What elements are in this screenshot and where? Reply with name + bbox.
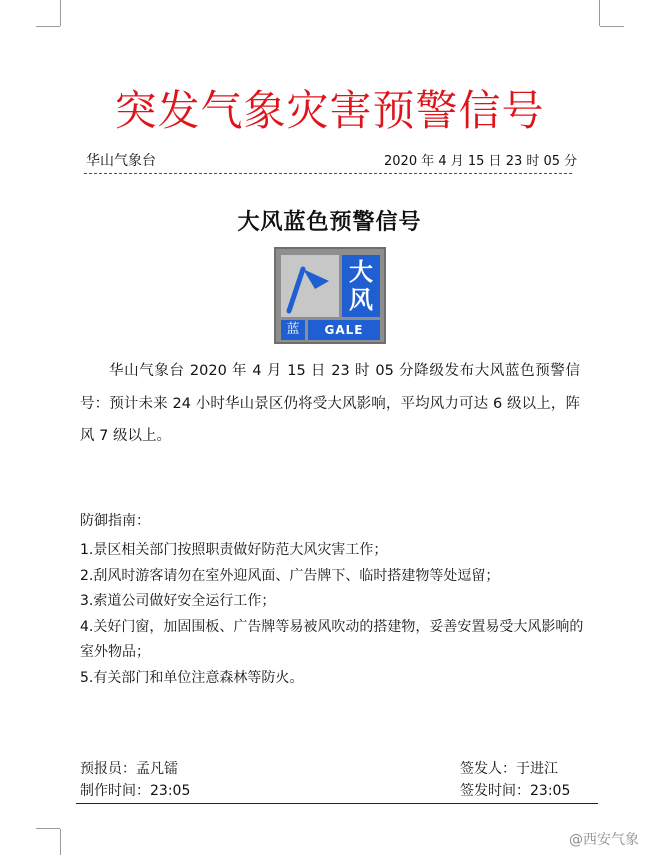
badge-char-top: 大 xyxy=(349,258,373,286)
crop-mark xyxy=(599,0,600,26)
issuer-name: 华山气象台 xyxy=(86,153,156,169)
crop-mark xyxy=(60,0,61,26)
crop-mark xyxy=(36,828,60,829)
warning-title: 大风蓝色预警信号 xyxy=(237,210,422,235)
issued-time: 2020 年 4 月 15 日 23 时 05 分 xyxy=(384,154,578,169)
guide-item: 1.景区相关部门按照职责做好防范大风灾害工作； xyxy=(80,542,388,558)
guide-list xyxy=(80,538,585,691)
signer: 签发人：于进江 xyxy=(460,761,558,777)
guide-item: 3.索道公司做好安全运行工作； xyxy=(80,593,276,609)
forecaster: 预报员：孟凡镭 xyxy=(80,761,178,777)
guide-heading: 防御指南： xyxy=(80,513,150,529)
watermark: @西安气象 xyxy=(569,832,639,848)
flag-panel xyxy=(281,255,339,317)
crop-mark xyxy=(600,26,624,27)
warning-badge xyxy=(274,247,386,344)
made-time: 制作时间：23:05 xyxy=(80,783,191,799)
guide-item: 2.刮风时游客请勿在室外迎风面、广告牌下、临时搭建物等处逗留； xyxy=(80,567,500,584)
warning-body-text: 华山气象台 2020 年 4 月 15 日 23 时 05 分降级发布大风蓝色预警信号：预计未来 24 小时华山景区仍将受大风影响，平均风力可达 6 级以上，阵风 7 级以上。 xyxy=(80,363,580,444)
flag-icon xyxy=(281,255,339,317)
badge-char-bottom: 风 xyxy=(349,286,373,314)
guide-item: 5.有关部门和单位注意森林等防火。 xyxy=(80,669,304,686)
issue-time: 签发时间：23:05 xyxy=(460,783,571,799)
crop-mark xyxy=(36,26,60,27)
guide-item: 4.关好门窗，加固围板、广告牌等易被风吹动的搭建物，妥善安置易受大风影响的室外物品； xyxy=(80,618,584,660)
badge-level-label: 蓝 xyxy=(281,320,305,340)
crop-mark xyxy=(60,829,61,855)
badge-english-label: GALE xyxy=(308,320,380,340)
header-divider xyxy=(84,173,572,174)
masthead-title: 突发气象灾害预警信号 xyxy=(114,86,545,135)
badge-character-panel xyxy=(342,255,380,317)
footer-divider xyxy=(76,803,598,804)
